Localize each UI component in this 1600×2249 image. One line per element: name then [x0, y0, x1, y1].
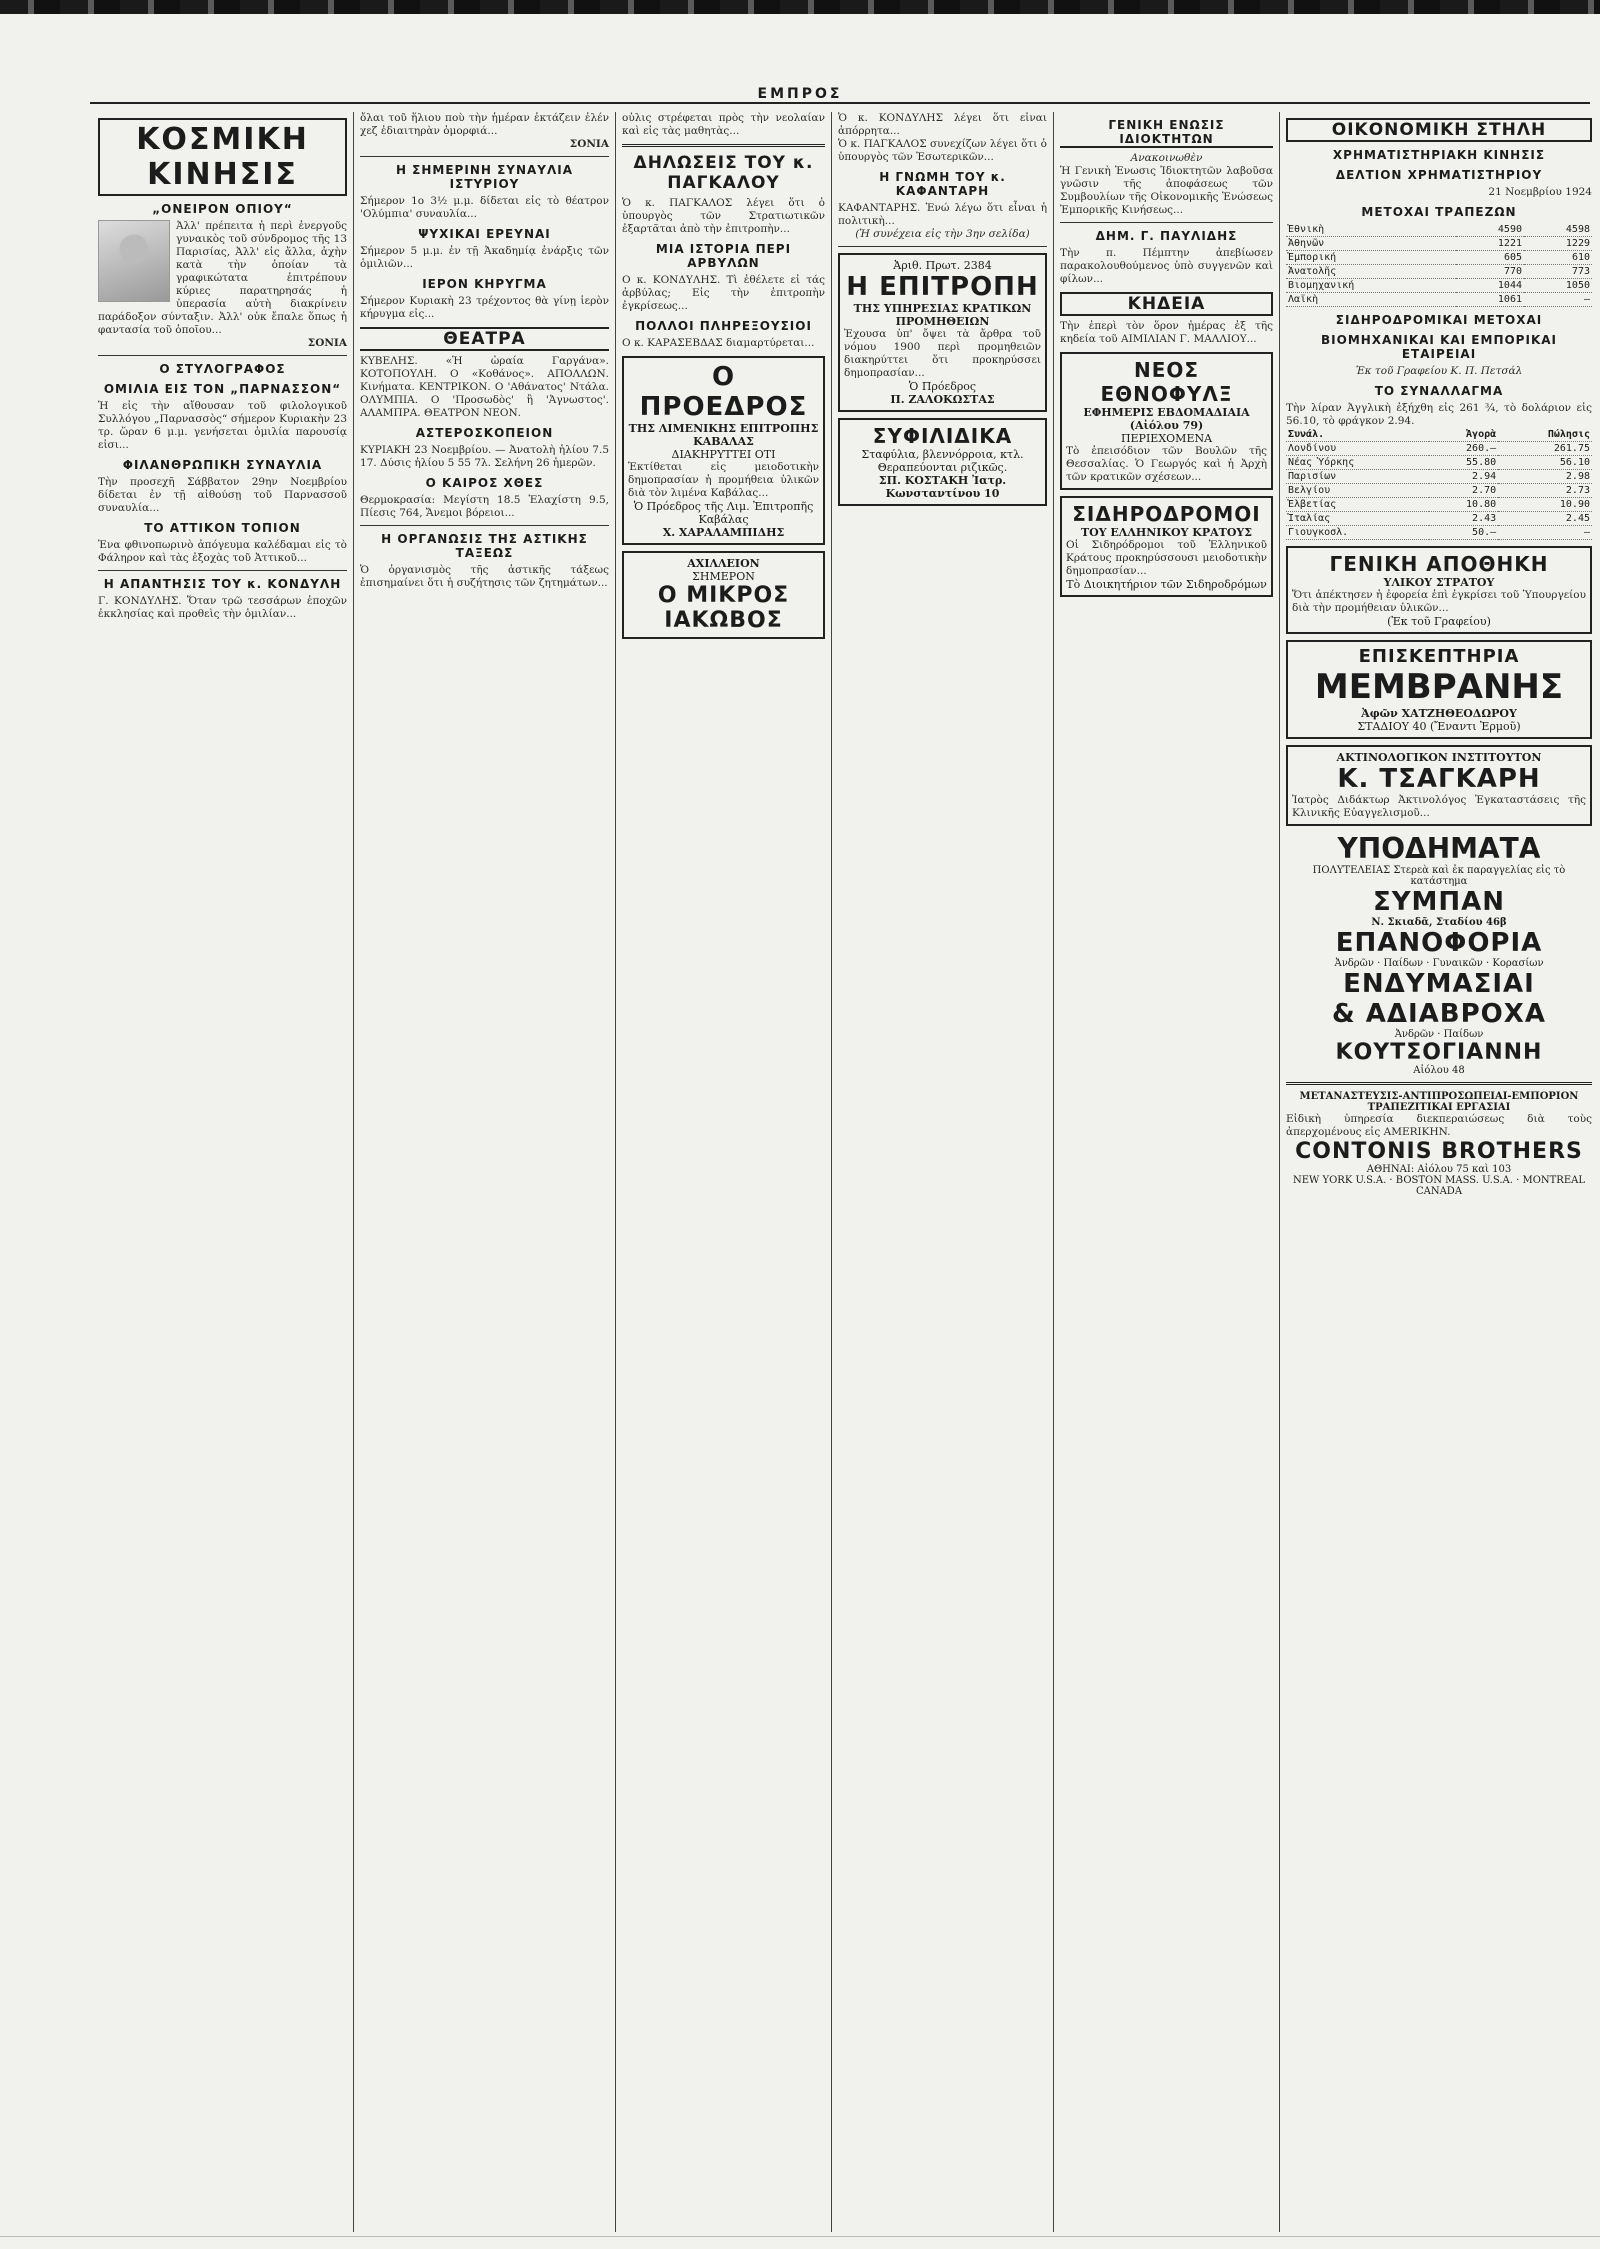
table-cell: Ἑλβετίας: [1286, 498, 1429, 512]
cinema-ad: [622, 551, 825, 639]
continued-note: (Ἡ συνέχεια εἰς τὴν 3ην σελίδα): [855, 228, 1030, 240]
article-body: Ὁ κ. ΠΑΓΚΑΛΟΣ λέγει ὅτι ὁ ὑπουργὸς τῶν Στρατιωτικῶν ἐξαρτᾶται ἀπὸ τὴν ἐπιτροπὴν...: [622, 197, 825, 235]
article-title: ΔΗΛΩΣΕΙΣ ΤΟΥ κ. ΠΑΓΚΑΛΟΥ: [633, 153, 814, 193]
ad-title: ΣΙΔΗΡΟΔΡΟΜΟΙ: [1072, 502, 1261, 526]
table-cell: Βιομηχανική: [1286, 279, 1456, 293]
ad-title: Η ΕΠΙΤΡΟΠΗ: [846, 272, 1039, 302]
fx-table: [1286, 428, 1592, 540]
article-body: Ἐνα φθινοπωρινὸ ἀπόγευμα καλέδαμαι εἰς τὸ Φάληρον καὶ τὰς ἐξοχὰς τοῦ Ἀττικοῦ...: [98, 539, 347, 564]
clinic-doctor: ΣΠ. ΚΟΣΤΑΚΗ Ἰατρ. Κωνσταντίνου 10: [878, 474, 1007, 500]
article-subtitle: Ανακοινωθὲν: [1130, 152, 1203, 164]
table-cell: 1229: [1524, 237, 1592, 251]
ad-box: [1286, 745, 1592, 826]
table-cell: 1221: [1456, 237, 1524, 251]
ad-title: Ο ΠΡΟΕΔΡΟΣ: [639, 362, 808, 422]
page-footer: [0, 2236, 1600, 2249]
clinic-ad: [838, 418, 1047, 506]
table-cell: 10.80: [1429, 498, 1498, 512]
ad-subtitle: ΠΟΛΥΤΕΛΕΙΑΣ Στερεὰ καὶ ἐκ παραγγελίας εἰς τὸ κατάστημα: [1312, 865, 1566, 887]
ad-box: [1286, 546, 1592, 634]
article-title: ΨΥΧΙΚΑΙ ΕΡΕΥΝΑΙ: [418, 227, 551, 241]
ad-subtitle: Ἀφῶν ΧΑΤΖΗΘΕΟΔΩΡΟΥ: [1361, 707, 1517, 720]
table-cell: —: [1524, 293, 1592, 307]
table-cell: 1061: [1456, 293, 1524, 307]
article-title: ΜΙΑ ΙΣΤΟΡΙΑ ΠΕΡΙ ΑΡΒΥΛΩΝ: [655, 242, 792, 270]
source-note: Ἐκ τοῦ Γραφείου Κ. Π. Πετσάλ: [1355, 365, 1523, 377]
article-body: Ὁ κ. ΠΑΓΚΑΛΟΣ συνεχίζων λέγει ὅτι ὁ ὑπουργὸς τῶν Ἐσωτερικῶν...: [838, 138, 1048, 163]
table-cell: 4598: [1524, 223, 1592, 237]
divider: [98, 355, 347, 356]
column-1: [92, 112, 354, 2232]
ad-body: Τὸ ἐπεισόδιον τῶν Βουλῶν τῆς Θεσσαλίας. Ὁ Γεωργός καὶ ἡ Ἀρχὴ τῶν κρατικῶν σχέσεων...: [1066, 445, 1267, 483]
table-row: [1286, 251, 1592, 265]
ad-box: [1060, 496, 1273, 597]
article-title: Η ΑΠΑΝΤΗΣΙΣ ΤΟΥ κ. ΚΟΝΔΥΛΗ: [103, 577, 342, 591]
ad-subtitle: ΔΙΑΚΗΡΥΤΤΕΙ ΟΤΙ: [671, 448, 776, 461]
article-title: ΠΟΛΛΟΙ ΠΛΗΡΕΞΟΥΣΙΟΙ: [635, 319, 812, 333]
table-row: [1286, 498, 1592, 512]
column-5: [1054, 112, 1280, 2232]
ad-box: [622, 356, 825, 545]
table-cell: 261.75: [1498, 442, 1592, 456]
table-title: ΒΙΟΜΗΧΑΝΙΚΑΙ ΚΑΙ ΕΜΠΟΡΙΚΑΙ ΕΤΑΙΡΕΙΑΙ: [1321, 333, 1557, 361]
table-cell: 260.—: [1429, 442, 1498, 456]
table-cell: 2.73: [1498, 484, 1592, 498]
table-row: [1286, 293, 1592, 307]
article-title: ΘΕΑΤΡΑ: [360, 327, 609, 351]
article-title: ΟΜΙΛΙΑ ΕΙΣ ΤΟΝ „ΠΑΡΝΑΣΣΟΝ“: [103, 382, 342, 396]
bulletin-title: ΔΕΛΤΙΟΝ ΧΡΗΜΑΤΙΣΤΗΡΙΟΥ: [1335, 168, 1543, 182]
table-row: [1286, 223, 1592, 237]
table-cell: Ἐθνικὴ: [1286, 223, 1456, 237]
ad-title: ΑΚΤΙΝΟΛΟΓΙΚΟΝ ΙΝΣΤΙΤΟΥΤΟΝ: [1336, 751, 1542, 764]
article-title: ΑΣΤΕΡΟΣΚΟΠΕΙΟΝ: [415, 426, 554, 440]
clinic-body: Σταφύλια, βλεννόρροια, κτλ. Θεραπεύονται ριζικῶς.: [861, 448, 1024, 474]
divider: [98, 570, 347, 571]
table-cell: Βελγίου: [1286, 484, 1429, 498]
table-cell: Ἀθηνῶν: [1286, 237, 1456, 251]
divider: [360, 525, 609, 526]
article-body: Ὁ ὀργανισμὸς τῆς ἀστικῆς τάξεως ἐπισημαίνει ὅτι ἡ συζήτησις τῶν ζητημάτων...: [360, 564, 609, 589]
top-border: [0, 0, 1600, 14]
column-4: [832, 112, 1054, 2232]
table-header: Συνάλ.: [1286, 428, 1429, 442]
ad-body: Ὅτι ἀπέκτησεν ἡ ἐφορεία ἐπὶ ἐγκρίσει τοῦ Ὑπουργείου διὰ τὴν προμήθειαν ὑλικῶν...: [1292, 589, 1586, 614]
ad-subtitle: ΤΟΥ ΕΛΛΗΝΙΚΟΥ ΚΡΑΤΟΥΣ: [1080, 526, 1253, 539]
ad-title: ΝΕΟΣ ΕΘΝΟΦΥΛΞ: [1100, 358, 1233, 406]
clinic-title: ΣΥΦΙΛΙΔΙΚΑ: [872, 424, 1013, 448]
table-header: Πώλησις: [1498, 428, 1592, 442]
ad-big-text: ΜΕΜΒΡΑΝΗΣ: [1314, 667, 1564, 707]
table-cell: 4590: [1456, 223, 1524, 237]
ad-big-text: CONTONIS BROTHERS: [1295, 1139, 1583, 1164]
column-2: [354, 112, 616, 2232]
fx-title: ΤΟ ΣΥΝΑΛΛΑΓΜΑ: [1374, 384, 1504, 398]
byline: Ο ΣΤΥΛΟΓΡΑΦΟΣ: [159, 362, 286, 376]
section-subtitle: ΧΡΗΜΑΤΙΣΤΗΡΙΑΚΗ ΚΙΝΗΣΙΣ: [1332, 148, 1546, 162]
signature: ΣΟΝΙΑ: [307, 337, 347, 349]
fx-intro: Τὴν λίραν Ἀγγλικὴ ἐξήχθη εἰς 261 ¾, τὸ δολάριον εἰς 56.10, τὸ φράγκον 2.94.: [1286, 402, 1592, 427]
ad-title: ΓΕΝΙΚΗ ΑΠΟΘΗΚΗ: [1329, 552, 1549, 576]
table-cell: 770: [1456, 265, 1524, 279]
bulletin-date: 21 Νοεμβρίου 1924: [1488, 186, 1592, 198]
table-cell: Λαϊκὴ: [1286, 293, 1456, 307]
ad-body: Ἰατρὸς Διδάκτωρ Ἀκτινολόγος Ἐγκαταστάσεις τῆς Κλινικῆς Εὐαγγελισμοῦ...: [1292, 794, 1586, 819]
ad-body: Εἰδικὴ ὑπηρεσία διεκπεραιώσεως διὰ τοὺς ἀπερχομένους εἰς AMERIKHN.: [1286, 1113, 1592, 1138]
divider: [1286, 1082, 1592, 1085]
article-title: Ο ΚΑΙΡΟΣ ΧΘΕΣ: [425, 476, 544, 490]
divider: [360, 156, 609, 157]
table-title: ΜΕΤΟΧΑΙ ΤΡΑΠΕΖΩΝ: [1361, 205, 1517, 219]
ad-sign: (Ἐκ τοῦ Γραφείου): [1387, 615, 1491, 628]
article-body: ΚΑΦΑΝΤΑΡΗΣ. Ἐνώ λέγω ὅτι εἶναι ἡ πολιτικὴ...: [838, 202, 1047, 227]
table-row: [1286, 237, 1592, 251]
article-body: οὐλις στρέφεται πρὸς τὴν νεολαίαν καὶ εἰς τὰς μαθητὰς...: [622, 112, 825, 137]
table-cell: 773: [1524, 265, 1592, 279]
table-cell: Ἰταλίας: [1286, 512, 1429, 526]
ad-subtitle: ΕΦΗΜΕΡΙΣ ΕΒΔΟΜΑΔΙΑΙΑ (Αἰόλου 79): [1083, 406, 1250, 432]
table-cell: 605: [1456, 251, 1524, 265]
table-row: [1286, 442, 1592, 456]
ad-big-text: Κ. ΤΣΑΓΚΑΡΗ: [1337, 764, 1541, 794]
article-title: Η ΟΡΓΑΝΩΣΙΣ ΤΗΣ ΑΣΤΙΚΗΣ ΤΑΞΕΩΣ: [381, 532, 588, 560]
ad-name: ΚΟΥΤΣΟΓΙΑΝΝΗ: [1335, 1040, 1543, 1065]
ad-address: ΑΘΗΝΑΙ: Αἰόλου 75 καὶ 103: [1366, 1164, 1512, 1175]
table-row: [1286, 470, 1592, 484]
figure-illustration: [98, 220, 170, 302]
article-title: Η ΓΝΩΜΗ ΤΟΥ κ. ΚΑΦΑΝΤΑΡΗ: [879, 170, 1006, 198]
article-body: Τὴν προσεχῆ Σάββατον 29ην Νοεμβρίου δίδεται ἐν τῇ αἰθούσῃ τοῦ Παρνασσοῦ συναυλία...: [98, 476, 347, 514]
article-title: ΓΕΝΙΚΗ ΕΝΩΣΙΣ ΙΔΙΟΚΤΗΤΩΝ: [1060, 118, 1273, 148]
ad-title: & ΑΔΙΑΒΡΟΧΑ: [1332, 999, 1546, 1029]
table-row: [1286, 484, 1592, 498]
article-body: Ἀλλ' πρέπειτα ἡ περὶ ἐνεργοῦς γυναικὸς τοῦ σύνδρομος τῆς 13 Παρισίας, Ἀλλ' εἰς ἄλλα, ἀχὴν κατὰ τὴν ὁποίαν τὰ γραφικώτατα ἐπιτρέπουν κύριες παρατηρησάς ἡ ὑπερασία αὐτὴ διακρίνειν παράδοξον σύνταξιν. Ἀλλ' οὐκ ἔπαλε ὅπως ἡ φαντασία τοῦ ὁποῖου...: [98, 220, 347, 336]
ad-items: Ἀνδρῶν · Παίδων: [1394, 1029, 1484, 1040]
ad-title: ΤΡΑΠΕΖΙΤΙΚΑΙ ΕΡΓΑΣΙΑΙ: [1367, 1102, 1511, 1113]
ad-subtitle: ΤΗΣ ΛΙΜΕΝΙΚΗΣ ΕΠΙΤΡΟΠΗΣ ΚΑΒΑΛΑΣ: [628, 422, 819, 448]
article-body: Ο κ. ΚΑΡΑΣΕΒΔΑΣ διαμαρτύρεται...: [622, 337, 815, 349]
article-title: Η ΣΗΜΕΡΙΝΗ ΣΥΝΑΥΛΙΑ ΙΣΤΥΡΙΟΥ: [395, 163, 574, 191]
table-cell: Λονδίνου: [1286, 442, 1429, 456]
article-title: ΙΕΡΟΝ ΚΗΡΥΓΜΑ: [422, 277, 547, 291]
ad-body: Οἱ Σιδηρόδρομοι τοῦ Ἑλληνικοῦ Κράτους προκηρύσσουσι μειοδοτικὴν δημοπρασίαν...: [1066, 539, 1267, 577]
article-title: ΦΙΛΑΝΘΡΩΠΙΚΗ ΣΥΝΑΥΛΙΑ: [122, 458, 323, 472]
cinema-today: ΣΗΜΕΡΟΝ: [692, 570, 755, 583]
ad-sign: Ὁ Πρόεδρος τῆς Λιμ. Ἐπιτροπῆς Καβάλας: [633, 500, 814, 526]
ad-cities: NEW YORK U.S.A. · BOSTON MASS. U.S.A. · MONTREAL CANADA: [1293, 1175, 1585, 1197]
ad-address: ΣΤΑΔΙΟΥ 40 (Ἔναντι Ἐρμοῦ): [1357, 720, 1521, 733]
ad-sign-name: Π. ΖΑΛΟΚΩΣΤΑΣ: [890, 393, 995, 406]
article-body: Σήμερον Κυριακὴ 23 τρέχοντος θὰ γίνῃ ἱερὸν κήρυγμα εἰς...: [360, 295, 609, 320]
ad-title: ΕΠΑΝΟΦΟΡΙΑ: [1335, 928, 1543, 958]
table-cell: 1050: [1524, 279, 1592, 293]
article-body: Σήμερον 1ο 3½ μ.μ. δίδεται εἰς τὸ θέατρον 'Ολύμπια' συναυλία...: [360, 195, 609, 220]
column-6: [1280, 112, 1598, 2232]
ad-address: Ν. Σκιαδᾶ, Σταδίου 46β: [1371, 917, 1507, 928]
ad-items: Ἀνδρῶν · Παίδων · Γυναικῶν · Κορασίων: [1334, 958, 1544, 969]
article-body: Θερμοκρασία: Μεγίστη 18.5 Ἐλαχίστη 9.5, Πίεσις 764, Ἄνεμοι βόρειοι...: [360, 494, 609, 519]
ad-title: ΕΝΔΥΜΑΣΙΑΙ: [1343, 969, 1535, 999]
article-body: Τὴν ἐπερὶ τὸν ὅρον ἡμέρας ἐξ τῆς κηδεία τοῦ ΑΙΜΙΛΙΑΝ Γ. ΜΑΛΛΙΟΥ...: [1060, 320, 1273, 345]
table-row: [1286, 265, 1592, 279]
table-cell: 2.98: [1498, 470, 1592, 484]
table-cell: 50.—: [1429, 526, 1498, 540]
article-body: ὄλαι τοῦ ἥλιου ποὺ τὴν ἡμέραν ἐκτάζειν ἐλέν χεζ ἐδιαιτηρὰν ὀμορφιά...: [360, 112, 609, 137]
ad-box: [1060, 352, 1273, 490]
ad-title: ΜΕΤΑΝΑΣΤΕΥΣΙΣ-ΑΝΤΙΠΡΟΣΩΠΕΙΑΙ-ΕΜΠΟΡΙΟΝ: [1299, 1091, 1579, 1102]
table-header: Ἀγορὰ: [1429, 428, 1498, 442]
article-body: Ὁ κ. ΚΟΝΔΥΛΗΣ λέγει ὅτι εἶναι ἀπόρρητα...: [838, 112, 1047, 137]
signature: ΣΟΝΙΑ: [569, 138, 609, 150]
article-body: Σήμερον 5 μ.μ. ἐν τῇ Ἀκαδημίᾳ ἐνάρξις τῶν ὁμιλιῶν...: [360, 245, 609, 270]
table-row: [1286, 526, 1592, 540]
ad-big-text: ΣΥΜΠΑΝ: [1372, 887, 1506, 917]
article-body: ΚΥΒΕΛΗΣ. «Ἡ ὡραία Γαργάνα». ΚΟΤΟΠΟΥΛΗ. Ο «Κοθάνος». ΑΠΟΛΛΩΝ. Κινήματα. ΚΕΝΤΡΙΚΟΝ. Ο 'Αθάνατος' Ντάλα. ΟΛΥΜΠΙΑ. Ο 'Προσωδὸς' ἢ 'Ἀγνωστος'. ΑΛΑΜΠΡΑ. ΘΕΑΤΡΟΝ ΝΕΟΝ.: [360, 355, 609, 419]
table-cell: Νέας Ὑόρκης: [1286, 456, 1429, 470]
section-title: ΚΟΣΜΙΚΗ ΚΙΝΗΣΙΣ: [98, 118, 347, 196]
ad-title: ΥΠΟΔΗΜΑΤΑ: [1337, 832, 1541, 865]
article-title: „ΟΝΕΙΡΟΝ ΟΠΙΟΥ“: [152, 202, 293, 216]
ad-subtitle: ΥΛΙΚΟΥ ΣΤΡΑΤΟΥ: [1383, 576, 1495, 589]
article-body: Γ. ΚΟΝΔΥΛΗΣ. Ὅταν τρῶ τεσσάρων ἐποχῶν ἐκκλησίας καὶ προθεὶς τὴν ὁμιλίαν...: [98, 595, 347, 620]
ad-sign: Ὁ Πρόεδρος: [908, 380, 977, 393]
section-title: ΟΙΚΟΝΟΜΙΚΗ ΣΤΗΛΗ: [1286, 118, 1592, 142]
ad-sign-name: Χ. ΧΑΡΑΛΑΜΠΙΔΗΣ: [662, 526, 785, 539]
cinema-label: ΑΧΙΛΛΕΙΟΝ: [687, 557, 760, 570]
article-title: ΤΟ ΑΤΤΙΚΟΝ ΤΟΠΙΟΝ: [144, 521, 301, 535]
divider: [838, 246, 1047, 247]
table-cell: Ἀνατολῆς: [1286, 265, 1456, 279]
divider: [622, 144, 825, 147]
cinema-film: Ο ΜΙΚΡΟΣ ΙΑΚΩΒΟΣ: [657, 583, 790, 633]
table-cell: 2.94: [1429, 470, 1498, 484]
column-3: [616, 112, 832, 2232]
table-cell: 2.43: [1429, 512, 1498, 526]
ad-ref: Ἀριθ. Πρωτ. 2384: [893, 259, 992, 272]
table-cell: 610: [1524, 251, 1592, 265]
ad-title: ΕΠΙΣΚΕΠΤΗΡΙΑ: [1358, 646, 1520, 667]
table-row: [1286, 279, 1592, 293]
table-title: ΣΙΔΗΡΟΔΡΟΜΙΚΑΙ ΜΕΤΟΧΑΙ: [1335, 313, 1543, 327]
ad-section: ΠΕΡΙΕΧΟΜΕΝΑ: [1120, 432, 1213, 445]
ad-body: Ἐκτίθεται εἰς μειοδοτικὴν δημοπρασίαν ἡ προμήθεια ὑλικῶν διὰ τὸν λιμένα Καβάλας...: [628, 461, 819, 499]
banks-table: [1286, 223, 1592, 307]
table-cell: 55.80: [1429, 456, 1498, 470]
article-title: ΔΗΜ. Γ. ΠΑΥΛΙΔΗΣ: [1095, 229, 1238, 243]
table-cell: —: [1498, 526, 1592, 540]
article-title: ΚΗΔΕΙΑ: [1060, 292, 1273, 316]
table-cell: Γιουγκοσλ.: [1286, 526, 1429, 540]
article-body: Ἡ Γενικὴ Ἑνωσις Ἰδιοκτητῶν λαβοῦσα γνῶσιν τῆς ἀποφάσεως τῶν Συμβουλίων τῆς Οἰκονομικῆς Ἑνώσεως Ἐμπορικῆς Κινήσεως...: [1060, 165, 1273, 216]
table-cell: 1044: [1456, 279, 1524, 293]
ad-address: Αἰόλου 48: [1413, 1065, 1465, 1076]
table-cell: Παρισίων: [1286, 470, 1429, 484]
masthead: ΕΜΠΡΟΣ: [757, 86, 843, 102]
ad-body: Ἐχουσα ὑπ' ὄψει τὰ ἄρθρα τοῦ νόμου 1900 περὶ προμηθειῶν διακηρύττει ὅτι προκηρύσσει δημοπρασίαν...: [844, 328, 1041, 379]
ad-box: [1286, 640, 1592, 739]
ad-note: Τὸ Διοικητήριον τῶν Σιδηροδρόμων: [1066, 578, 1267, 591]
table-cell: 10.90: [1498, 498, 1592, 512]
table-cell: 2.70: [1429, 484, 1498, 498]
ad-subtitle: ΤΗΣ ΥΠΗΡΕΣΙΑΣ ΚΡΑΤΙΚΩΝ ΠΡΟΜΗΘΕΙΩΝ: [853, 302, 1032, 328]
divider: [1060, 222, 1273, 223]
table-cell: Ἐμπορική: [1286, 251, 1456, 265]
table-row: [1286, 456, 1592, 470]
article-body: Τὴν π. Πέμπτην ἀπεβίωσεν παρακολουθούμενος ὑπὸ συγγενῶν καὶ φίλων...: [1060, 247, 1273, 285]
article-body: Ο κ. ΚΟΝΔΥΛΗΣ. Τὶ ἐθέλετε εἰ τάς ἀρβύλας; Εἰς τὴν ἐπιτροπὴν ἐγκρίσεως...: [622, 274, 825, 312]
table-cell: 2.45: [1498, 512, 1592, 526]
article-body: ΚΥΡΙΑΚΗ 23 Νοεμβρίου. — Ἀνατολὴ ἡλίου 7.5 17. Δύσις ἡλίου 5 55 7λ. Σελήνη 26 ἡμερῶν.: [360, 444, 609, 469]
article-body: Ἡ εἰς τὴν αἴθουσαν τοῦ φιλολογικοῦ Συλλόγου „Παρνασσὸς“ σήμερον Κυριακὴν 23 τρ. ὥραν 6 μ.μ. γενήσεται ὁμιλία παρουσίᾳ εἰσι...: [98, 400, 347, 451]
table-row: [1286, 512, 1592, 526]
ad-box: [838, 253, 1047, 412]
table-cell: 56.10: [1498, 456, 1592, 470]
